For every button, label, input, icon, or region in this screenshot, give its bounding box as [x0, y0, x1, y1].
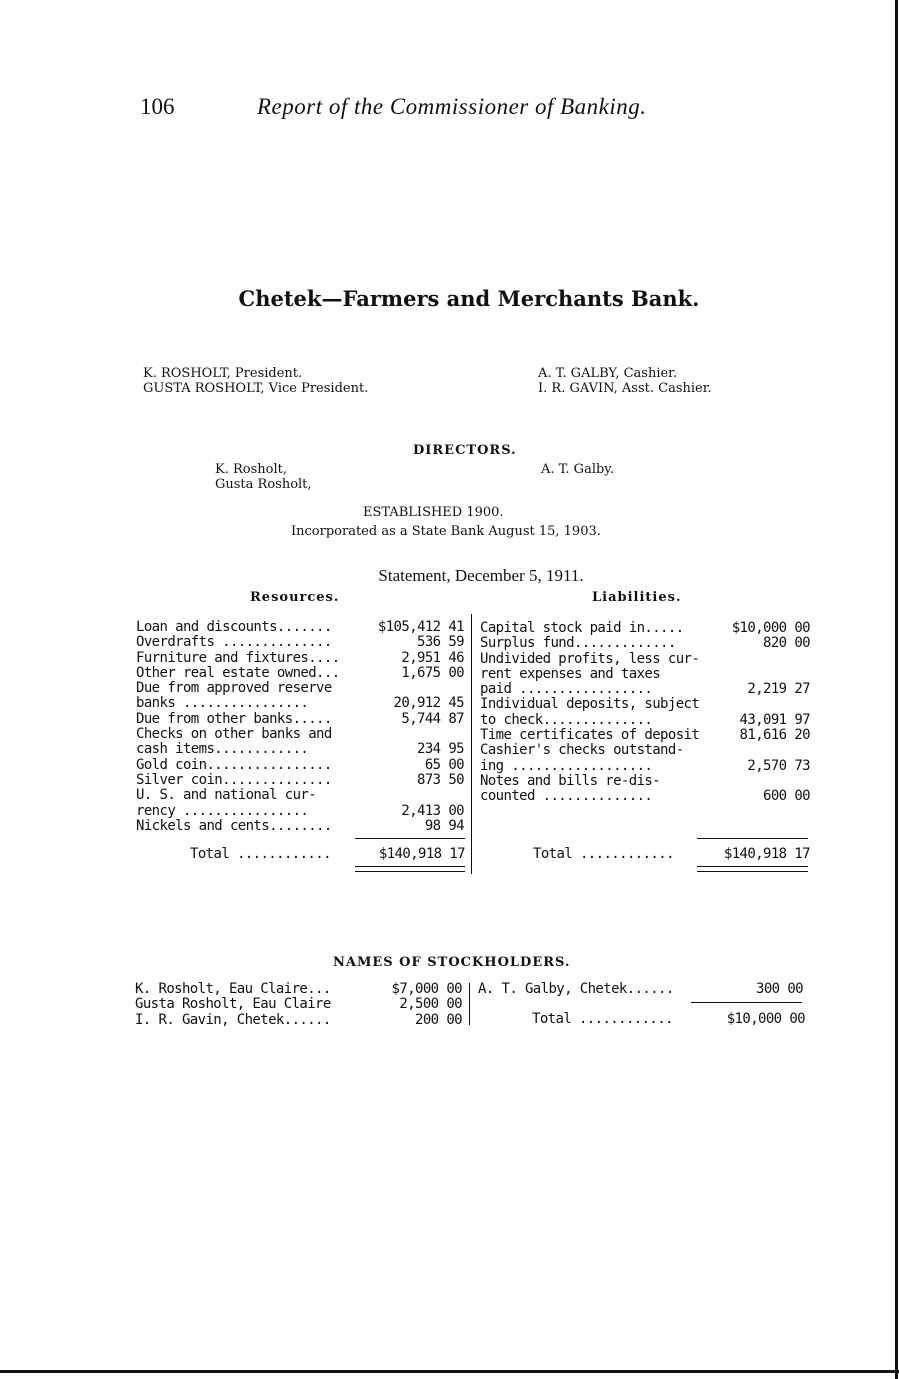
row-amount: $7,000 00	[391, 981, 462, 997]
table-row	[136, 681, 464, 696]
row-label: Gold coin................	[136, 756, 332, 773]
stockholders-total-rule	[691, 1002, 802, 1003]
row-amount: 2,500 00	[399, 996, 462, 1013]
liabilities-heading: Liabilities.	[592, 590, 682, 605]
officers-left	[143, 366, 368, 396]
table-row	[480, 728, 810, 743]
directors-heading: DIRECTORS.	[413, 443, 517, 458]
table-row	[136, 620, 464, 635]
table-row	[136, 712, 464, 727]
row-label: Checks on other banks and	[136, 726, 332, 743]
officer-vice-president: GUSTA ROSHOLT, Vice President.	[143, 381, 369, 396]
row-amount: 20,912 45	[393, 695, 464, 712]
row-amount: 2,951 46	[401, 649, 464, 666]
resources-double-rule	[355, 866, 465, 872]
row-amount: 300 00	[756, 981, 803, 997]
table-row	[136, 742, 464, 757]
table-row	[480, 652, 810, 667]
row-amount: 2,570 73	[747, 757, 810, 774]
row-label: Individual deposits, subject	[480, 696, 700, 713]
row-label: rency ................	[136, 802, 309, 819]
stockholders-heading: NAMES OF STOCKHOLDERS.	[333, 955, 571, 970]
row-label: A. T. Galby, Chetek......	[478, 981, 674, 997]
table-row	[136, 758, 464, 773]
table-row	[136, 651, 464, 666]
row-amount: 820 00	[763, 635, 810, 652]
stockholders-divider	[469, 983, 470, 1025]
running-title: Report of the Commissioner of Banking.	[257, 94, 647, 119]
stockholders-total-amount: $10,000 00	[726, 1011, 805, 1027]
row-label: Notes and bills re-dis-	[480, 772, 661, 789]
row-amount: 873 50	[417, 771, 464, 788]
table-row	[136, 635, 464, 650]
officers-right	[538, 366, 712, 396]
liabilities-total-label: Total ............	[533, 846, 674, 862]
row-label: cash items............	[136, 741, 309, 758]
row-label: counted ..............	[480, 788, 653, 805]
row-label: Due from approved reserve	[136, 680, 332, 697]
row-label: Due from other banks.....	[136, 710, 332, 727]
row-amount: $105,412 41	[377, 619, 464, 635]
table-row	[480, 697, 810, 712]
table-row	[480, 621, 810, 636]
page-edge-right	[895, 0, 898, 1379]
table-row	[480, 774, 810, 789]
row-amount: 98 94	[424, 817, 464, 834]
table-row	[480, 636, 810, 651]
row-label: Other real estate owned...	[136, 664, 340, 681]
row-label: Surplus fund.............	[480, 635, 676, 652]
stockholders-left-list	[135, 982, 462, 1028]
table-row	[480, 682, 810, 697]
row-amount: 1,675 00	[401, 664, 464, 681]
liabilities-table	[480, 621, 810, 805]
row-amount: 81,616 20	[739, 727, 810, 744]
row-amount: 65 00	[424, 756, 464, 773]
row-amount: 2,413 00	[401, 802, 464, 819]
table-row	[136, 727, 464, 742]
row-amount: 600 00	[763, 788, 810, 805]
directors-left	[215, 462, 312, 492]
officer-president: K. ROSHOLT, President.	[143, 366, 303, 381]
row-label: Furniture and fixtures....	[136, 649, 340, 666]
row-amount: 200 00	[415, 1011, 462, 1028]
resources-total-label: Total ............	[190, 846, 331, 862]
table-row	[135, 1013, 462, 1028]
table-row	[478, 982, 803, 997]
incorporated-line: Incorporated as a State Bank August 15, 1903.	[291, 524, 601, 539]
directors-right	[541, 462, 614, 477]
row-amount: 43,091 97	[739, 711, 810, 728]
table-row	[480, 789, 810, 804]
table-row	[136, 666, 464, 681]
officer-cashier: A. T. GALBY, Cashier.	[538, 366, 678, 381]
page-edge-bottom	[0, 1370, 899, 1373]
stockholders-total-label: Total ............	[532, 1011, 673, 1027]
director-name: Gusta Rosholt,	[215, 477, 312, 492]
liabilities-double-rule	[697, 866, 808, 872]
row-label: Nickels and cents........	[136, 817, 332, 834]
row-amount: 2,219 27	[747, 681, 810, 698]
table-row	[136, 804, 464, 819]
table-row	[135, 982, 462, 997]
row-label: banks ................	[136, 695, 309, 712]
table-row	[480, 759, 810, 774]
row-label: Loan and discounts.......	[136, 619, 332, 635]
officer-asst-cashier: I. R. GAVIN, Asst. Cashier.	[538, 381, 712, 396]
row-label: Time certificates of deposit	[480, 727, 700, 744]
table-row	[480, 743, 810, 758]
resources-total-amount: $140,918 17	[378, 846, 465, 862]
row-label: Capital stock paid in.....	[480, 620, 684, 636]
table-row	[136, 819, 464, 834]
row-label: ing ..................	[480, 757, 653, 774]
table-row	[136, 788, 464, 803]
liabilities-subtotal-rule	[697, 838, 808, 839]
table-row	[136, 773, 464, 788]
row-label: I. R. Gavin, Chetek......	[135, 1011, 331, 1028]
page-number: 106	[140, 94, 175, 119]
row-label: Cashier's checks outstand-	[480, 742, 684, 759]
row-amount: 536 59	[417, 634, 464, 651]
director-name: A. T. Galby.	[541, 462, 615, 477]
resources-table	[136, 620, 464, 834]
resources-subtotal-rule	[355, 838, 465, 839]
row-label: rent expenses and taxes	[480, 665, 661, 682]
row-label: to check..............	[480, 711, 653, 728]
table-row	[480, 713, 810, 728]
row-amount: $10,000 00	[731, 620, 810, 636]
row-amount: 234 95	[417, 741, 464, 758]
liabilities-total-amount: $140,918 17	[723, 846, 810, 862]
bank-title: Chetek—Farmers and Merchants Bank.	[238, 286, 700, 311]
stockholders-right-list	[478, 982, 803, 997]
row-label: U. S. and national cur-	[136, 787, 317, 804]
row-label: K. Rosholt, Eau Claire...	[135, 981, 331, 997]
row-label: Overdrafts ..............	[136, 634, 332, 651]
resources-heading: Resources.	[250, 590, 340, 605]
table-row	[136, 696, 464, 711]
row-amount: 5,744 87	[401, 710, 464, 727]
row-label: Silver coin..............	[136, 771, 332, 788]
row-label: paid .................	[480, 681, 653, 698]
established-line: ESTABLISHED 1900.	[363, 505, 504, 520]
statement-title: Statement, December 5, 1911.	[378, 566, 584, 585]
director-name: K. Rosholt,	[215, 462, 287, 477]
table-row	[135, 997, 462, 1012]
row-label: Gusta Rosholt, Eau Claire	[135, 996, 331, 1013]
column-divider	[471, 614, 472, 874]
row-label: Undivided profits, less cur-	[480, 650, 700, 667]
table-row	[480, 667, 810, 682]
